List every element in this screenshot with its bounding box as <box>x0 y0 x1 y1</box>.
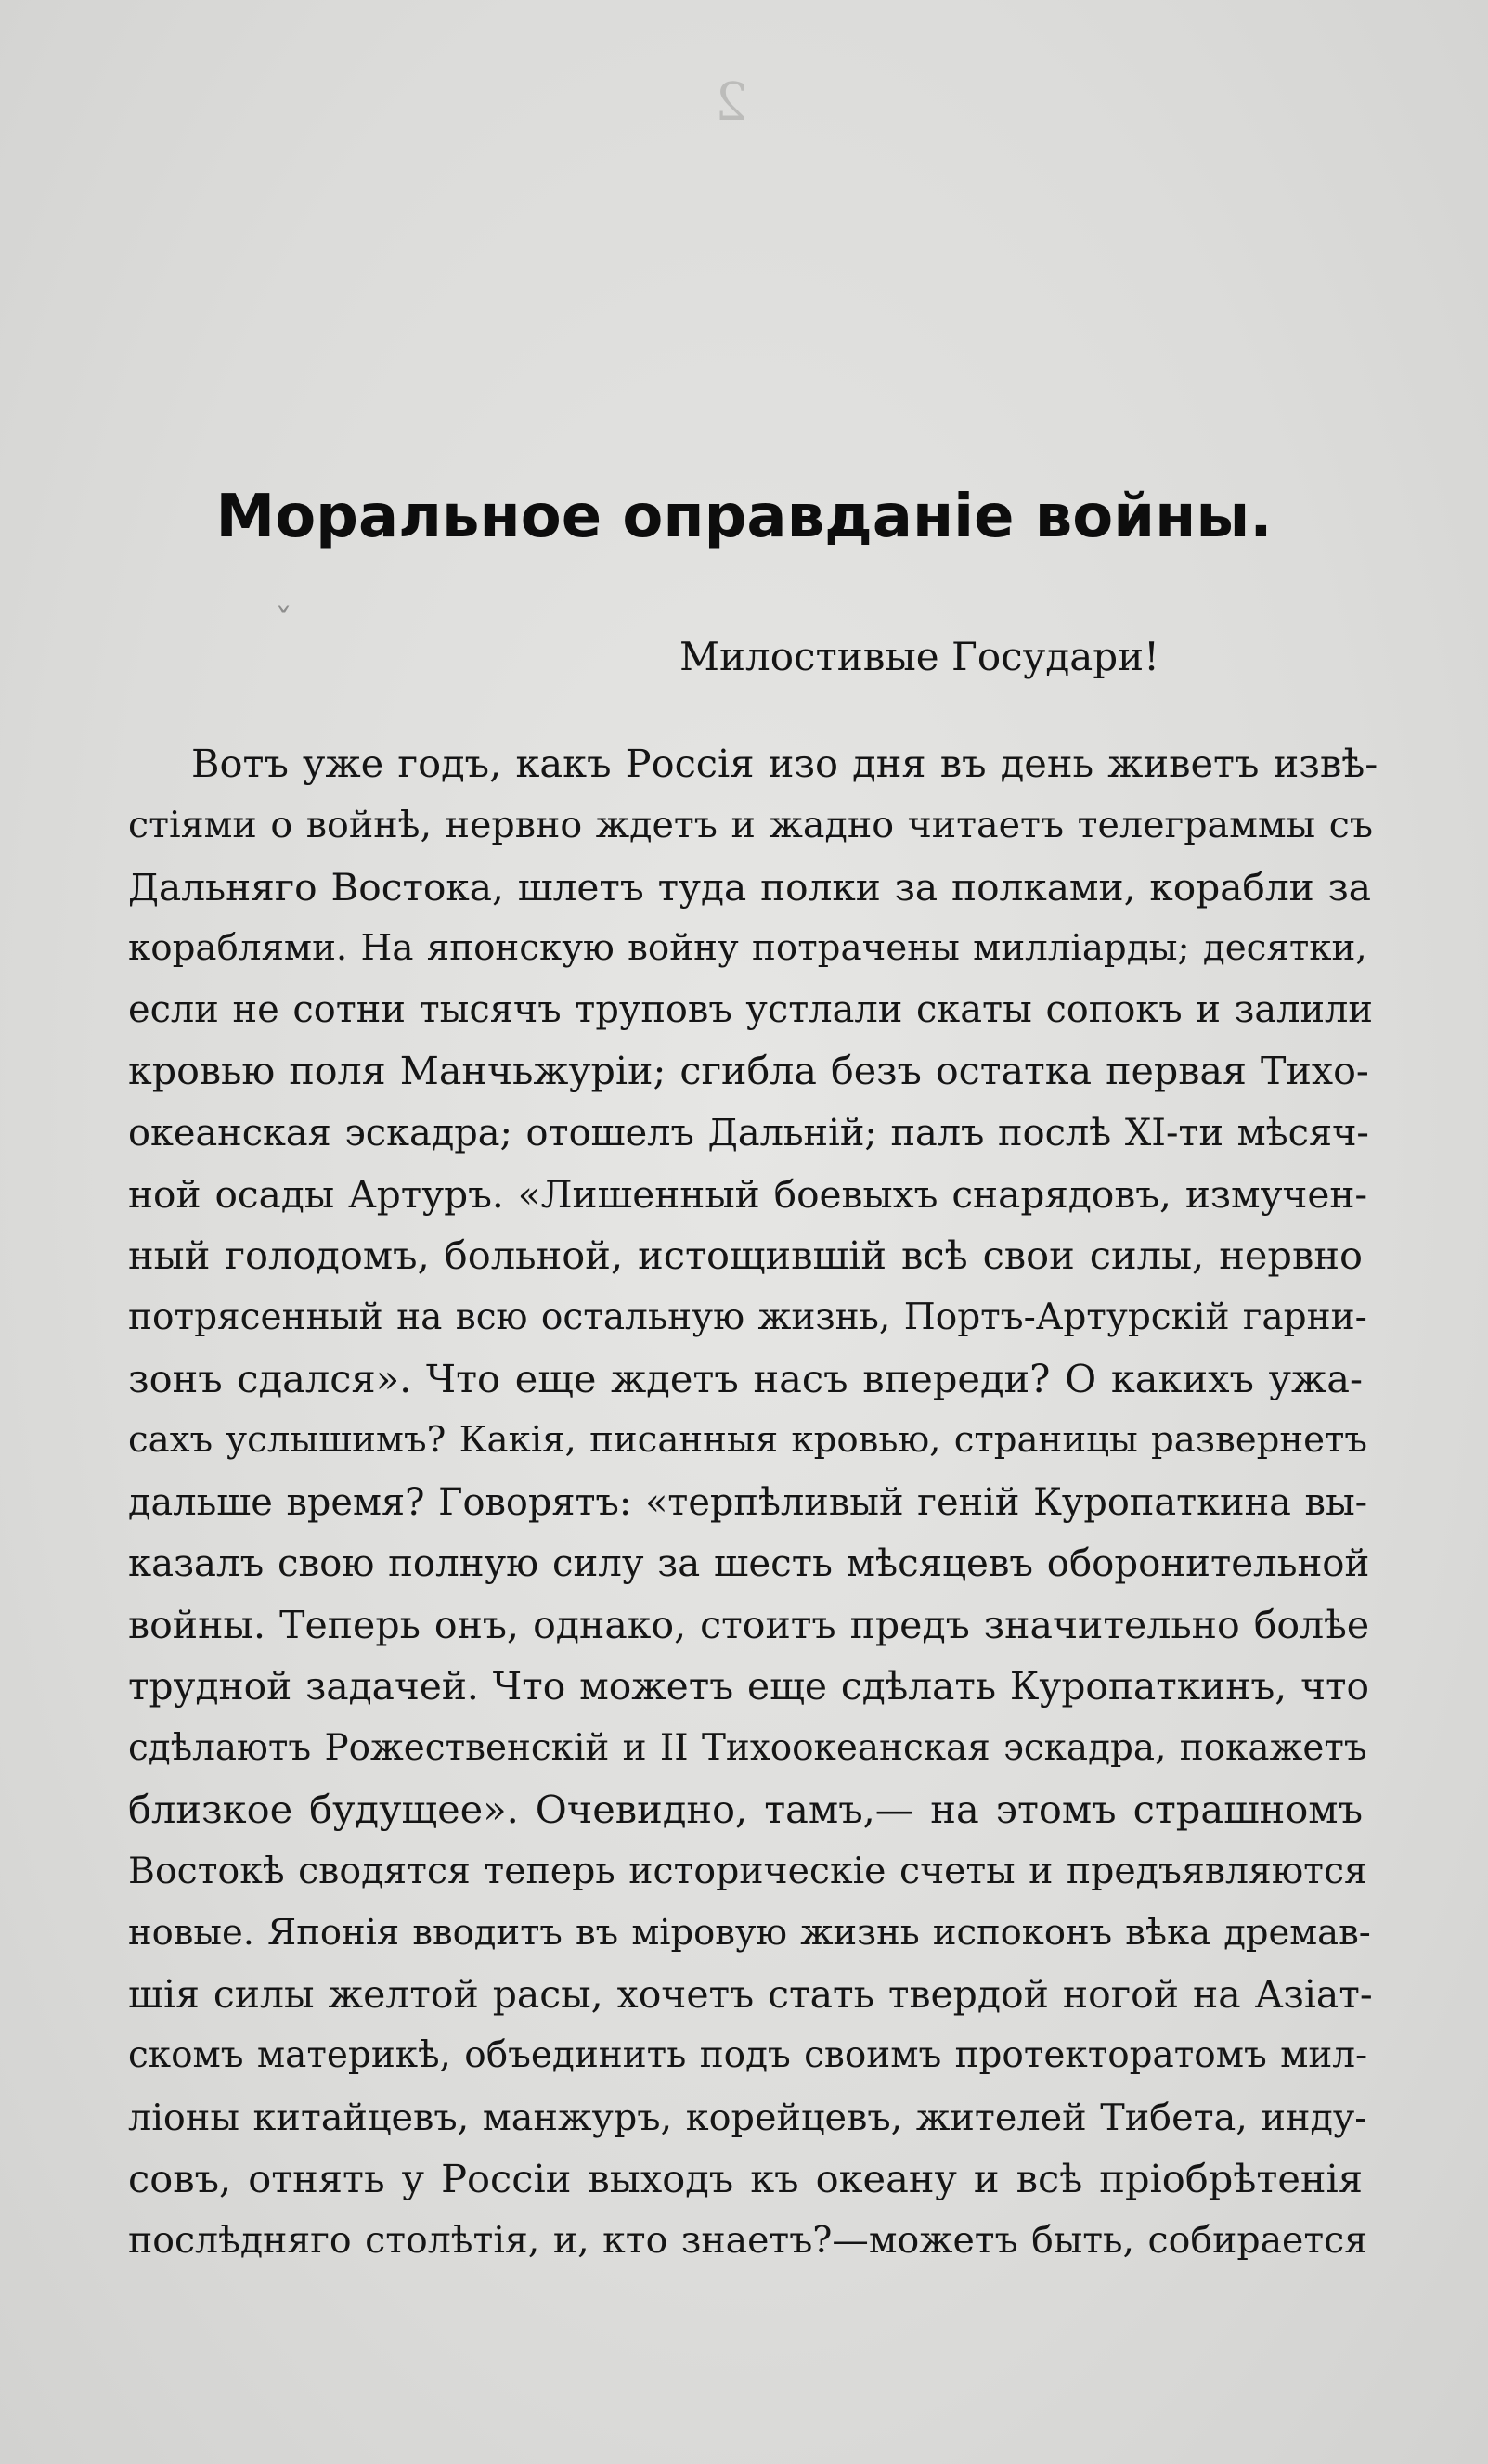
text-line: казалъ свою полную силу за шесть мѣсяцевъ оборонительной <box>128 1542 1370 1585</box>
text-line: послѣдняго столѣтія, и, кто знаетъ?—можетъ быть, собирается <box>128 2219 1368 2263</box>
text-line: Востокѣ сводятся теперь историческіе счеты и предъявляются <box>128 1850 1367 1893</box>
text-line: кораблями. На японскую войну потрачены милліарды; десятки, <box>128 926 1367 969</box>
text-line: зонъ сдался». Что еще ждетъ насъ впереди? О какихъ ужа- <box>128 1355 1363 1401</box>
text-line: потрясенный на всю остальную жизнь, Портъ-Артурскій гарни- <box>128 1296 1367 1338</box>
text-line: совъ, отнять у Россіи выходъ къ океану и всѣ пріобрѣтенія <box>128 2155 1363 2201</box>
text-line: шія силы желтой расы, хочетъ стать твердой ногой на Азіат- <box>128 1971 1373 2017</box>
text-line: скомъ материкѣ, объединить подъ своимъ протекторатомъ мил- <box>128 2034 1368 2077</box>
text-line: Вотъ уже годъ, какъ Россія изо дня въ день живетъ извѣ- <box>191 741 1378 786</box>
text-line: если не сотни тысячъ труповъ устлали скаты сопокъ и залили <box>128 988 1373 1032</box>
text-line: Дальняго Востока, шлетъ туда полки за полками, корабли за <box>128 864 1372 909</box>
body-paragraph <box>128 733 1378 2271</box>
text-line: океанская эскадра; отошелъ Дальній; палъ послѣ XI-ти мѣсяч- <box>128 1111 1369 1155</box>
text-line: ліоны китайцевъ, манжуръ, корейцевъ, жителей Тибета, инду- <box>128 2096 1367 2139</box>
text-line: кровью поля Манчьжуріи; сгибла безъ остатка первая Тихо- <box>128 1049 1369 1094</box>
text-line: войны. Теперь онъ, однако, стоитъ предъ значительно болѣе <box>128 1603 1370 1648</box>
text-line: ной осады Артуръ. «Лишенный боевыхъ снарядовъ, измучен- <box>128 1172 1368 1218</box>
text-line: стіями о войнѣ, нервно ждетъ и жадно читаетъ телеграммы съ <box>128 804 1374 847</box>
ink-speck: ˇ <box>275 601 292 642</box>
bleed-through-page-number: 2 <box>715 72 748 133</box>
text-line: ный голодомъ, больной, истощившій всѣ свои силы, нервно <box>128 1232 1363 1279</box>
text-line: новые. Японія вводитъ въ міровую жизнь испоконъ вѣка дремав- <box>128 1911 1371 1954</box>
page-title: Моральное оправданіе войны. <box>215 483 1273 551</box>
text-line: дальше время? Говорятъ: «терпѣливый геній Куропаткина вы- <box>128 1480 1368 1524</box>
text-line: трудной задачей. Что можетъ еще сдѣлать Куропаткинъ, что <box>128 1664 1369 1709</box>
text-line: близкое будущее». Очевидно, тамъ,— на этомъ страшномъ <box>128 1787 1363 1833</box>
text-line: сахъ услышимъ? Какія, писанныя кровью, страницы развернетъ <box>128 1419 1368 1462</box>
salutation: Милостивые Государи! <box>679 634 1159 679</box>
text-line: сдѣлаютъ Рожественскій и II Тихоокеанская эскадра, покажетъ <box>128 1726 1367 1769</box>
